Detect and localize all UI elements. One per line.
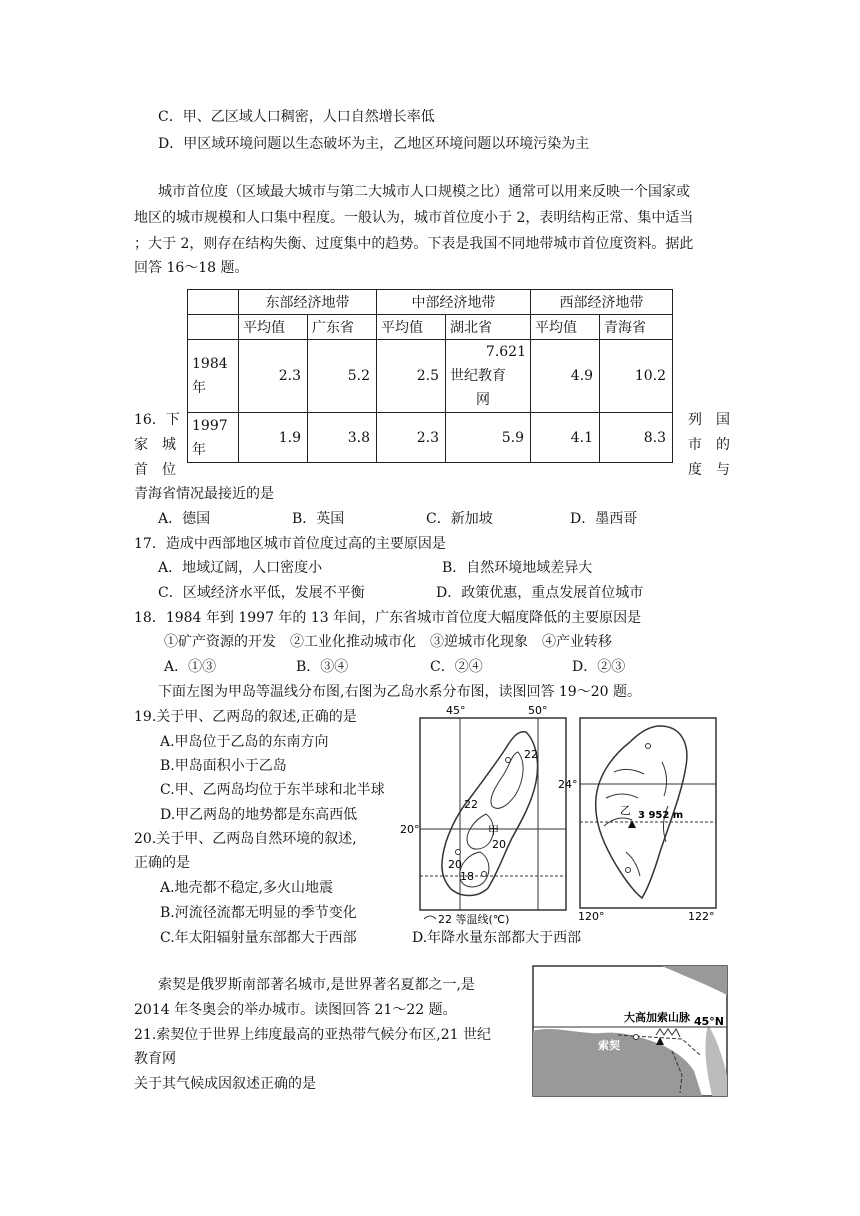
- table-corner-2: [188, 315, 239, 340]
- q15-option-d: D．甲区域环境问题以生态破坏为主，乙地区环境问题以环境污染为主: [158, 136, 590, 152]
- table-row: [188, 413, 673, 463]
- isotherm-label: 22: [464, 798, 478, 811]
- q20-option-b: B.河流径流都无明显的季节变化: [160, 905, 357, 921]
- q20-option-a: A.地壳都不稳定,多火山地震: [160, 880, 334, 896]
- lon-label: 120°: [578, 910, 605, 923]
- subheader: 广东省: [308, 315, 377, 340]
- intro-16-18-line-2: 地区的城市规模和人口集中程度。一般认为，城市首位度小于 2，表明结构正常、集中适当: [134, 210, 694, 226]
- q19-option-d: D.甲乙两岛的地势都是东高西低: [160, 807, 358, 823]
- intro-16-18-line-3: ；大于 2，则存在结构失衡、过度集中的趋势。下表是我国不同地带城市首位度资料。据此: [134, 236, 694, 252]
- q21-stem-c: 关于其气候成因叙述正确的是: [134, 1076, 316, 1092]
- q16-line-2: 青海省情况最接近的是: [134, 486, 274, 502]
- subheader: 平均值: [531, 315, 600, 340]
- q15-option-c: C．甲、乙区域人口稠密，人口自然增长率低: [158, 109, 435, 125]
- intro-21-22-line-2: 2014 年冬奥会的举办城市。读图回答 21～22 题。: [134, 1002, 457, 1018]
- q18-option-d: D．②③: [572, 659, 626, 675]
- island-label: 甲: [488, 824, 499, 837]
- q20-stem-b: 正确的是: [134, 855, 190, 871]
- cell: 5.9: [446, 413, 531, 463]
- q18-option-a: A．①③: [164, 659, 217, 675]
- q17-option-c: C．区域经济水平低，发展不平衡: [158, 585, 365, 601]
- q20-option-c: C.年太阳辐射量东部都大于西部: [160, 930, 357, 946]
- q16-right-2: 市 的: [688, 437, 730, 453]
- header-west: 西部经济地带: [531, 290, 673, 315]
- q16-option-d: D．墨西哥: [570, 511, 638, 527]
- q17-option-d: D．政策优惠，重点发展首位城市: [436, 585, 644, 601]
- table-corner: [188, 290, 239, 315]
- q16-right-3: 度 与: [688, 462, 730, 478]
- q16-right-1: 列 国: [688, 412, 730, 428]
- isotherm-label: 22: [524, 748, 538, 761]
- cell: 4.9: [531, 340, 600, 413]
- lon-label: 50°: [528, 704, 548, 717]
- q16-left-2: 家 城: [134, 437, 176, 453]
- subheader: 平均值: [377, 315, 446, 340]
- q18-option-c: C．②④: [430, 659, 483, 675]
- cell: 2.3: [377, 413, 446, 463]
- header-central: 中部经济地带: [377, 290, 531, 315]
- q19-option-c: C.甲、乙两岛均位于东半球和北半球: [160, 782, 385, 798]
- isotherm-label: 18: [460, 870, 474, 883]
- mountain-label: 大高加索山脉: [624, 1011, 690, 1024]
- lat-label: 45°N: [694, 1015, 725, 1028]
- lat-label: 24°: [558, 778, 578, 791]
- subheader: 平均值: [239, 315, 308, 340]
- intro-19-20: 下面左图为甲岛等温线分布图,右图为乙岛水系分布图，读图回答 19～20 题。: [158, 684, 641, 700]
- q21-stem-b: 教育网: [134, 1051, 176, 1067]
- q16-option-b: B．英国: [292, 511, 345, 527]
- cell: 2.3: [239, 340, 308, 413]
- q16-option-a: A．德国: [158, 511, 211, 527]
- cell: 2.5: [377, 340, 446, 413]
- subheader: 湖北省: [446, 315, 531, 340]
- intro-16-18-line-4: 回答 16～18 题。: [134, 260, 249, 276]
- q19-option-b: B.甲岛面积小于乙岛: [160, 758, 287, 774]
- q20-stem-a: 20.关于甲、乙两岛自然环境的叙述,: [134, 831, 357, 847]
- q21-stem-a: 21.索契位于世界上纬度最高的亚热带气候分布区,21 世纪: [134, 1027, 491, 1043]
- q16-left-1: 16．下: [134, 412, 180, 428]
- q20-option-d: D.年降水量东部都大于西部: [412, 930, 582, 946]
- island-yi-river-map: [556, 702, 720, 926]
- lat-label: 20°: [400, 823, 420, 836]
- q18-option-b: B．③④: [296, 659, 349, 675]
- lon-label: 122°: [688, 910, 715, 923]
- cell: 3.8: [308, 413, 377, 463]
- cell: 5.2: [308, 340, 377, 413]
- q16-option-c: C．新加坡: [426, 511, 493, 527]
- header-east: 东部经济地带: [239, 290, 377, 315]
- isotherm-label: 20: [448, 858, 462, 871]
- row-year: 1984 年: [188, 340, 239, 413]
- island-jia-isotherm-map: [398, 702, 574, 926]
- q18-items: ①矿产资源的开发 ②工业化推动城市化 ③逆城市化现象 ④产业转移: [164, 634, 612, 650]
- sochi-map: [532, 965, 728, 1097]
- q17-option-a: A．地域辽阔，人口密度小: [158, 560, 323, 576]
- q17-option-b: B．自然环境地域差异大: [442, 560, 593, 576]
- row-year: 1997 年: [188, 413, 239, 463]
- intro-16-18-line-1: 城市首位度（区域最大城市与第二大城市人口规模之比）通常可以用来反映一个国家或: [158, 184, 690, 200]
- island-label: 乙: [620, 804, 631, 817]
- subheader: 青海省: [600, 315, 673, 340]
- isotherm-label: 20: [492, 838, 506, 851]
- q16-left-3: 首 位: [134, 462, 176, 478]
- city-primacy-table: [187, 289, 673, 463]
- lon-label: 45°: [446, 704, 466, 717]
- q19-option-a: A.甲岛位于乙岛的东南方向: [160, 734, 329, 750]
- q18-stem: 18．1984 年到 1997 年的 13 年间，广东省城市首位度大幅度降低的主要原因是: [134, 610, 642, 626]
- q19-stem: 19.关于甲、乙两岛的叙述,正确的是: [134, 709, 357, 725]
- isotherm-legend: 22 等温线(℃): [438, 913, 510, 926]
- cell: 4.1: [531, 413, 600, 463]
- table-row: [188, 340, 673, 413]
- cell: 8.3: [600, 413, 673, 463]
- q17-stem: 17．造成中西部地区城市首位度过高的主要原因是: [134, 536, 446, 552]
- cell: 10.2: [600, 340, 673, 413]
- intro-21-22-line-1: 索契是俄罗斯南部著名城市,是世界著名夏都之一,是: [158, 977, 475, 993]
- peak-elevation: 3 952 m: [638, 810, 684, 821]
- city-label: 索契: [598, 1039, 620, 1052]
- cell-hubei-1984: 7.621 世纪教育 网: [446, 340, 531, 413]
- cell: 1.9: [239, 413, 308, 463]
